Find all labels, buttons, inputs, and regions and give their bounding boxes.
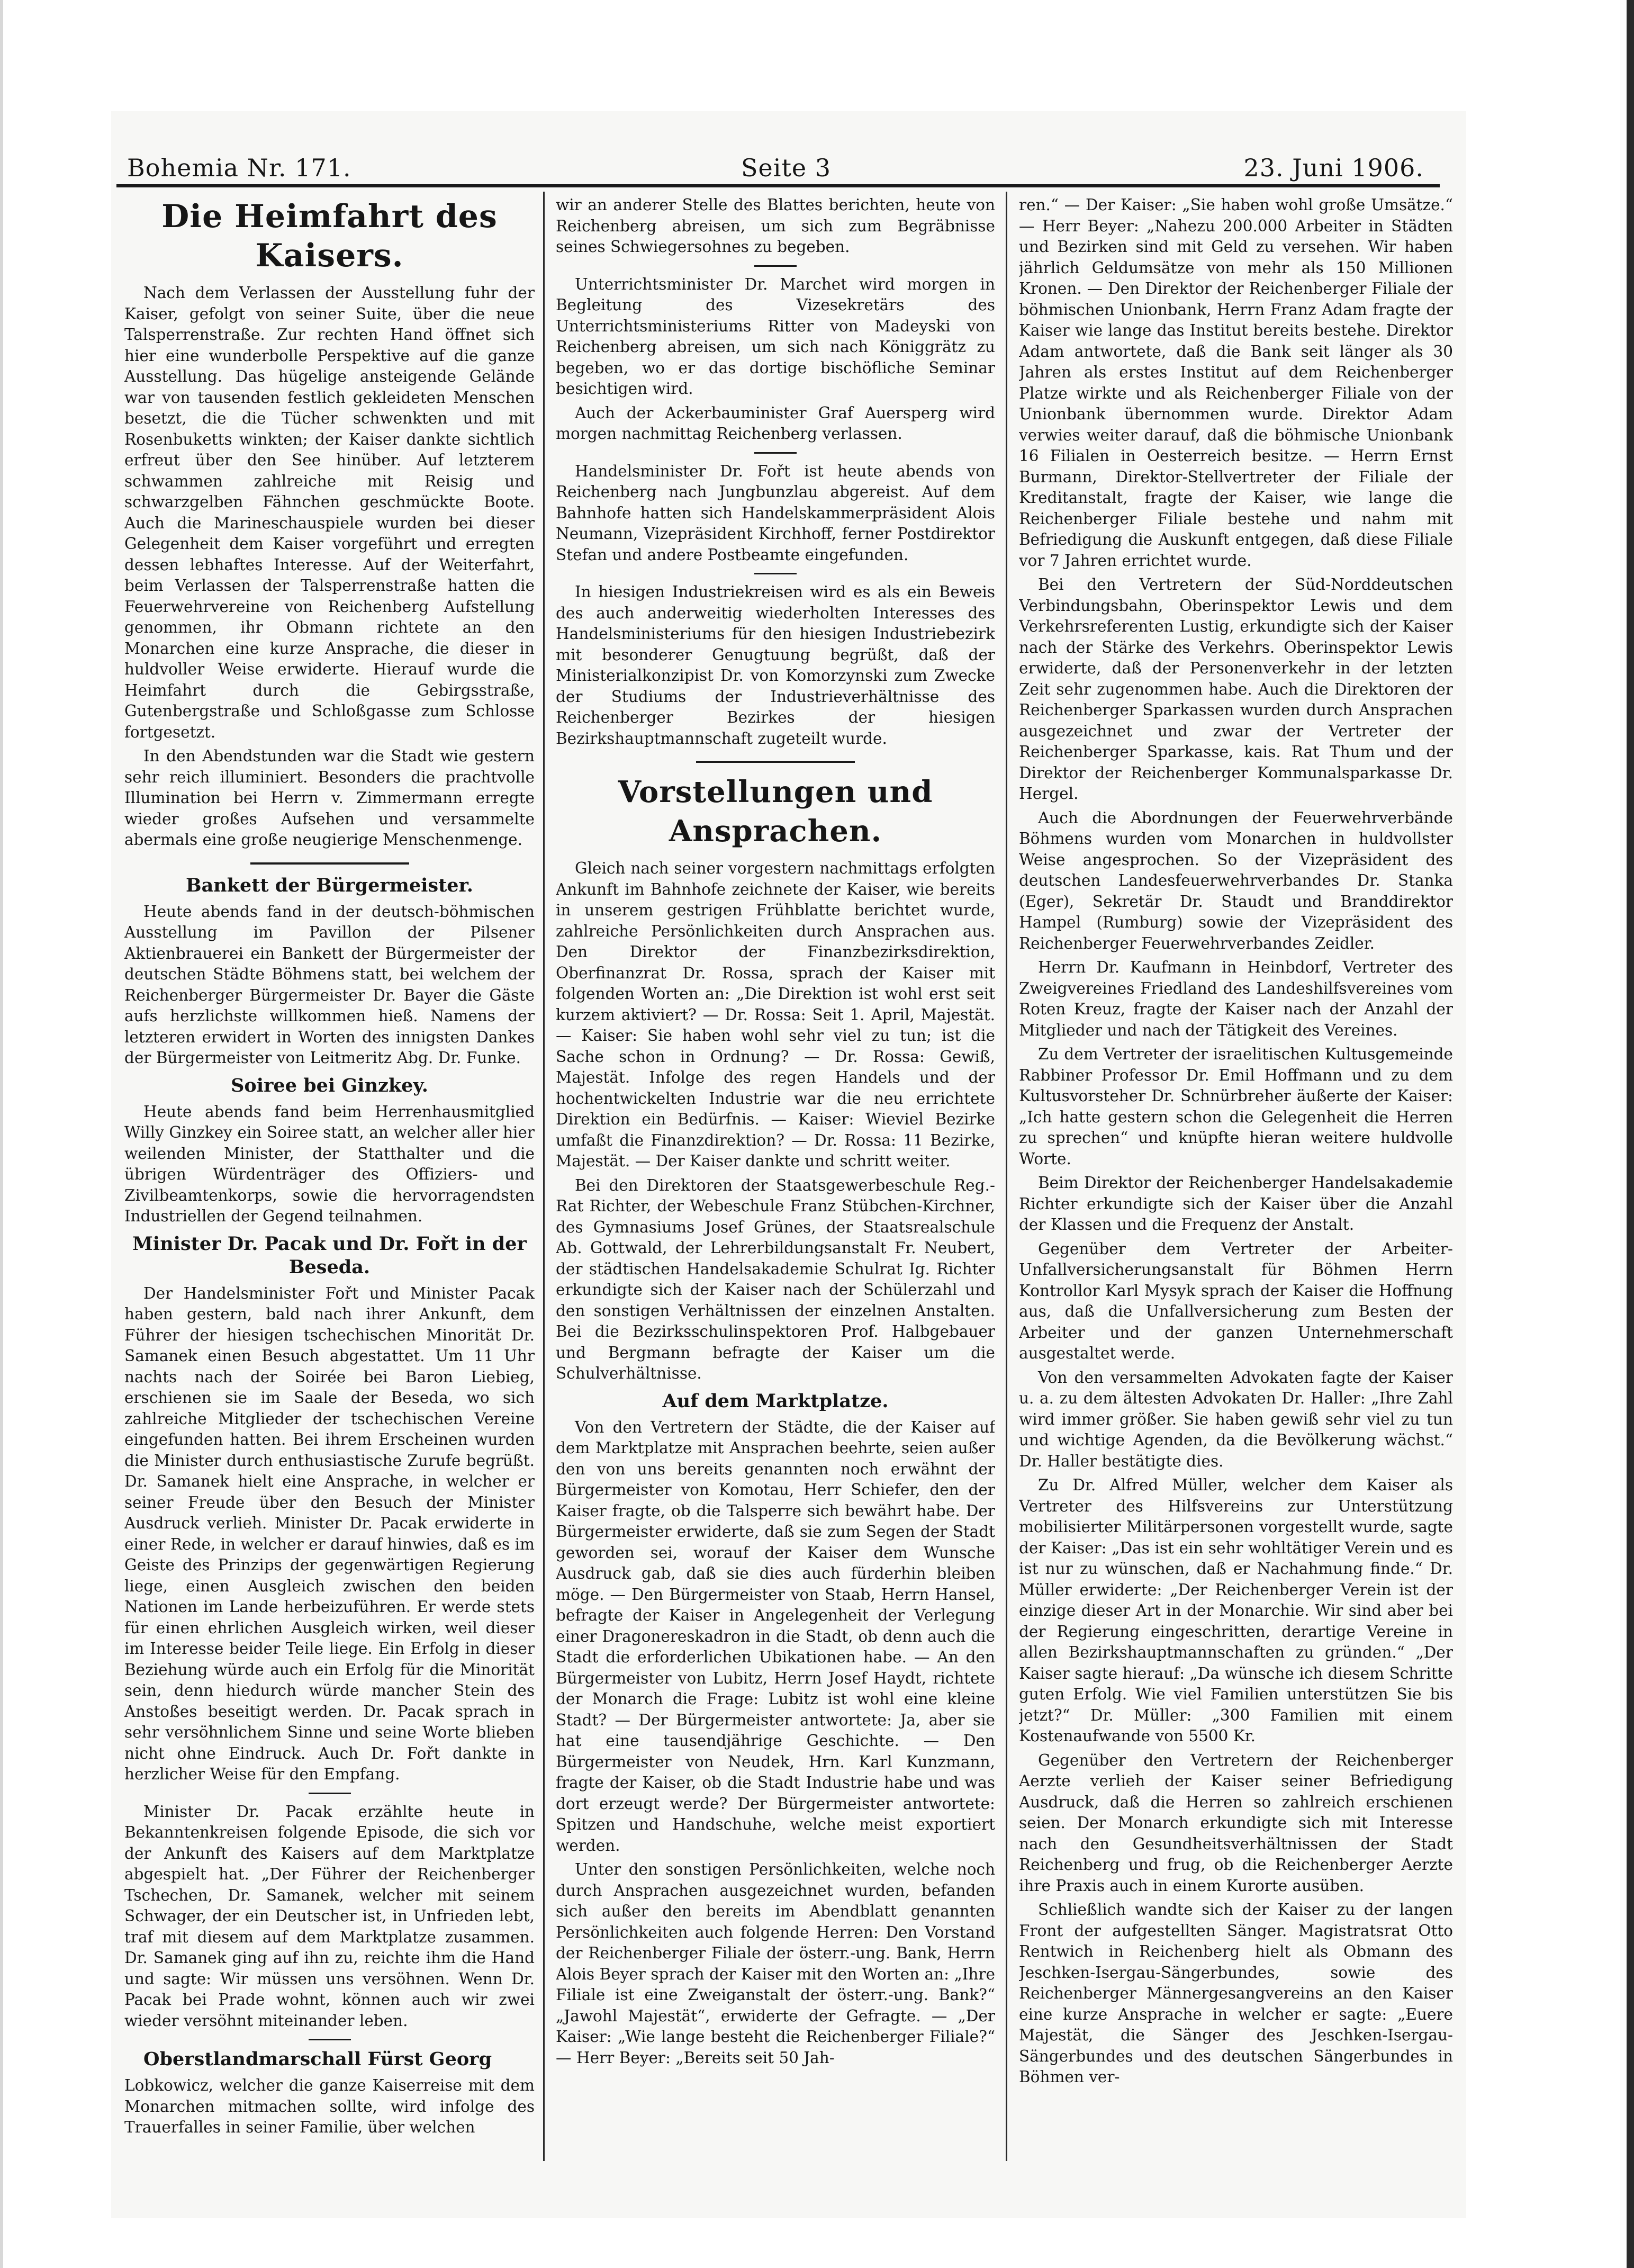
section-divider bbox=[754, 573, 797, 574]
paragraph: Heute abends fand beim Herrenhausmitglied Willy Ginzkey ein Soiree statt, an welcher aller hier weilenden Minister, der Statthalter und die übrigen Würdenträger des Offiziers- und Zivilbeamtenkorps, sowie die hervorragendsten Industriellen der Gegend teilnahmen. bbox=[124, 1102, 535, 1225]
paragraph: Zu Dr. Alfred Müller, welcher dem Kaiser als Vertreter des Hilfsvereins zur Unterstützung mobilisierter Militärpersonen vorgestellt wurde, sagte der Kaiser: „Das ist ein sehr wohltätiger Verein und es ist nur zu wünschen, daß er Nachahmung finde.“ Dr. Müller erwiderte: „Der Reichenberger Verein ist der einzige dieser Art in der Monarchie. Wir sind aber bei der Regierung eingeschritten, derartige Vereine in allen Bezirkshauptmannschaften zu gründen.“ „Der Kaiser sagte hierauf: „Da wünsche ich diesem Schritte guten Erfolg. Wie viel Familien unterstützen Sie bis jetzt?“ Dr. Müller: „300 Familien mit einem Kostenaufwande von 5500 Kr. bbox=[1019, 1476, 1453, 1745]
headline-heimfahrt: Die Heimfahrt des Kaisers. bbox=[161, 198, 498, 274]
paragraph: Heute abends fand in der deutsch-böhmischen Ausstellung im Pavillon der Pilsener Aktienbrauerei ein Bankett der Bürgermeister der deutschen Städte Böhmens statt, bei welchem der Reichenberger Bürgermeister Dr. Bayer die Gäste aufs herzlichste willkommen hieß. Namens der letzteren erwidert in Worten des innigsten Dankes der Bürgermeister von Leitmeritz Abg. Dr. Funke. bbox=[124, 902, 535, 1067]
heading-marktplatz: Auf dem Marktplatze. bbox=[662, 1390, 889, 1412]
paragraph: Nach dem Verlassen der Ausstellung fuhr der Kaiser, gefolgt von seiner Suite, über die neue Talsperrenstraße. Zur rechten Hand öffnet sich hier eine wunderbolle Perspektive auf die ganze Ausstellung. Das hügelige ansteigende Gelände war von tausenden festlich gekleideten Menschen besetzt, die die Tücher schwenkten und mit Rosenbuketts winkten; der Kaiser dankte sichtlich erfreut über den See hinüber. Auf letzterem schwammen zahlreiche mit Reisig und schwarzgelben Fähnchen geschmückte Boote. Auch die Marineschauspiele wurden bei dieser Gelegenheit dem Kaiser vorgeführt und erregten dessen lebhaftes Interesse. Auf der Weiterfahrt, beim Verlassen der Talsperrenstraße hatten die Feuerwehrvereine von Reichenberg Aufstellung genommen, ihr Obmann richtete an den Monarchen eine kurze Ansprache, die dieser in huldvoller Weise erwiderte. Hierauf wurde die Heimfahrt durch die Gebirgsstraße, Gutenbergstraße und Schloßgasse zum Schlosse fortgesetzt. bbox=[124, 284, 535, 741]
paragraph: In hiesigen Industriekreisen wird es als ein Beweis des auch anderweitig wiederholten Interesses des Handelsministeriums für den hiesigen Industriebezirk mit besonderer Genugtuung begrüßt, daß der Ministerialkonzipist Dr. von Komorzynski zum Zwecke der Studiums der Industrieverhältnisse des Reichenberger Bezirkes der hiesigen Bezirkshauptmannschaft zugeteilt wurde. bbox=[556, 583, 995, 748]
section-divider bbox=[696, 761, 855, 763]
paragraph: Von den Vertretern der Städte, die der Kaiser auf dem Marktplatze mit Ansprachen beehrte, seien außer den von uns bereits genannten noch erwähnt der Bürgermeister von Komotau, Herr Schiefer, den der Kaiser fragte, ob die Talsperre sich bewährt habe. Der Bürgermeister erwiderte, daß sie zum Segen der Stadt geworden sei, worauf der Kaiser dem Wunsche Ausdruck gab, daß sie dies auch fürderhin bleiben möge. — Den Bürgermeister von Staab, Herrn Hansel, befragte der Kaiser in Angelegenheit der Verlegung einer Dragonereskadron in die Stadt, ob denn auch die Stadt die erforderlichen Ubikationen habe. — An den Bürgermeister von Lubitz, Herrn Josef Haydt, richtete der Monarch die Frage: Lubitz ist wohl eine kleine Stadt? — Der Bürgermeister antwortete: Ja, aber sie hat eine tausendjährige Geschichte. — Den Bürgermeister von Neudek, Hrn. Karl Kunzmann, fragte der Kaiser, ob die Stadt Industrie habe und was dort erzeugt werde? Der Bürgermeister antwortete: Spitzen und Handschuhe, welche meist exportiert werden. bbox=[556, 1418, 995, 1855]
paragraph: Gegenüber dem Vertreter der Arbeiter-Unfallversicherungsanstalt für Böhmen Herrn Kontrollor Karl Mysyk sprach der Kaiser die Hoffnung aus, daß die Unfallversicherung zum Besten der Arbeiter und der ganzen Unternehmerschaft ausgestaltet werde. bbox=[1019, 1239, 1453, 1362]
heading-minister-beseda: Minister Dr. Pacak und Dr. Fořt in der Beseda. bbox=[132, 1232, 527, 1278]
column-rule-2 bbox=[1006, 192, 1007, 2161]
paragraph: Von den versammelten Advokaten fagte der Kaiser u. a. zu dem ältesten Advokaten Dr. Haller: „Ihre Zahl wird immer größer. Sie haben gewiß sehr viel zu tun und wichtige Agenden, da die Bevölkerung wächst.“ Dr. Haller bestätigte dies. bbox=[1019, 1368, 1453, 1470]
paragraph: Auch die Abordnungen der Feuerwehrverbände Böhmens wurden vom Monarchen in huldvollster Weise angesprochen. So der Vizepräsident des deutschen Landesfeuerwehrverbandes Dr. Stanka (Eger), Sekretär Dr. Staudt und Branddirektor Hampel (Rumburg) sowie der Vizepräsident des Reichenberger Feuerwehrverbandes Zeidler. bbox=[1019, 808, 1453, 952]
paragraph: Lobkowicz, welcher die ganze Kaiserreise mit dem Monarchen mitmachen sollte, wird infolge des Trauerfalles in seiner Familie, über welchen bbox=[124, 2076, 535, 2136]
paragraph: In den Abendstunden war die Stadt wie gestern sehr reich illuminiert. Besonders die prachtvolle Illumination bei Herrn v. Zimmermann erregte wieder großes Aufsehen und versammelte abermals eine große neugierige Menschenmenge. bbox=[124, 747, 535, 849]
paragraph: Unterrichtsminister Dr. Marchet wird morgen in Begleitung des Vizesekretärs des Unterrichtsministeriums Ritter von Madeyski von Reichenberg abreisen, um sich nach Königgrätz zu begeben, wo er das dortige bischöfliche Seminar besichtigen wird. bbox=[556, 275, 995, 398]
column-rule-1 bbox=[543, 192, 545, 2161]
paragraph: Bei den Vertretern der Süd-Norddeutschen Verbindungsbahn, Oberinspektor Lewis und dem Verkehrsreferenten Lustig, erkundigte sich der Kaiser nach der Stärke des Verkehrs. Oberinspektor Lewis erwiderte, daß der Personenverkehr in der letzten Zeit sehr zugenommen habe. Auch die Direktoren der Reichenberger Sparkassen wurden durch Ansprachen ausgezeichnet und zwar der Vertreter der Reichenberger Sparkasse, kais. Rat Thum und der Direktor der Reichenberger Kommunalsparkasse Dr. Hergel. bbox=[1019, 575, 1453, 803]
paragraph: Schließlich wandte sich der Kaiser zu der langen Front der aufgestellten Sänger. Magistratsrat Otto Rentwich in Reichenberg hielt als Obmann des Jeschken-Isergau-Sängerbundes, sowie des Reichenberger Männergesangvereins an den Kaiser eine kurze Ansprache in welcher er sagte: „Euere Majestät, die Sänger des Jeschken-Isergau-Sängerbundes und des deutschen Sängerbundes in Böhmen ver- bbox=[1019, 1901, 1453, 2086]
scan-edge-right bbox=[1627, 0, 1634, 2268]
column-3 bbox=[1019, 195, 1453, 2143]
headline-vorstellungen: Vorstellungen und Ansprachen. bbox=[618, 775, 933, 849]
paragraph: Minister Dr. Pacak erzählte heute in Bekanntenkreisen folgende Episode, die sich vor der Ankunft des Kaisers auf dem Marktplatze abgespielt hat. „Der Führer der Reichenberger Tschechen, Dr. Samanek, welcher mit seinem Schwager, der ein Deutscher ist, in Unfrieden lebt, traf mit diesem auf dem Marktplatze zusammen. Dr. Samanek ging auf ihn zu, reichte ihm die Hand und sagte: Wir müssen uns versöhnen. Wenn Dr. Pacak bei Prade wohnt, können auch wir zwei wieder versöhnt miteinander leben. bbox=[124, 1802, 535, 2030]
paragraph: Bei den Direktoren der Staatsgewerbeschule Reg.-Rat Richter, der Webeschule Franz Stübchen-Kirchner, des Gymnasiums Josef Grünes, der Staatsrealschule Ab. Gottwald, der Lehrerbildungsanstalt Fr. Neubert, der städtischen Handelsakademie Schulrat Ig. Richter erkundigte sich der Kaiser nach der Schülerzahl und den sonstigen Verhältnissen der einzelnen Anstalten. Bei die Bezirksschulinspektoren Prof. Halbgebauer und Bergmann befragte der Kaiser um die Schulverhältnisse. bbox=[556, 1176, 995, 1382]
heading-soiree: Soiree bei Ginzkey. bbox=[231, 1074, 428, 1096]
heading-bankett: Bankett der Bürgermeister. bbox=[186, 874, 473, 896]
section-divider bbox=[309, 1793, 351, 1794]
column-2 bbox=[556, 195, 995, 2143]
paragraph: Der Handelsminister Fořt und Minister Pacak haben gestern, bald nach ihrer Ankunft, dem Führer der hiesigen tschechischen Minorität Dr. Samanek einen Besuch abgestattet. Um 11 Uhr nachts nach der Soirée bei Baron Liebieg, erschienen sie im Saale der Beseda, wo sich zahlreiche Mitglieder der tschechischen Vereine eingefunden hatten. Bei ihrem Erscheinen wurden die Minister durch enthusiastische Zurufe begrüßt. Dr. Samanek hielt eine Ansprache, in welcher er seiner Freude über den Besuch der Minister Ausdruck verlieh. Minister Dr. Pacak erwiderte in einer Rede, in welcher er darauf hinwies, daß es im Geiste des Prinzips der gegenwärtigen Regierung liege, einen Ausgleich zwischen den beiden Nationen im Lande herbeizuführen. Er werde stets für einen ehrlichen Ausgleich wirken, weil dieser im Interesse beider Teile liege. Ein Erfolg in dieser Beziehung würde auch ein Erfolg für die Minorität sein, denn hiedurch würde mancher Stein des Anstoßes beseitigt werden. Dr. Pacak sprach in sehr versöhnlichem Sinne und seine Worte blieben nicht ohne Eindruck. Auch Dr. Fořt dankte in herzlicher Weise für den Empfang. bbox=[124, 1284, 535, 1783]
heading-oberstlandmarschall: Oberstlandmarschall Fürst Georg bbox=[143, 2048, 492, 2070]
section-divider bbox=[250, 862, 409, 865]
paragraph: Auch der Ackerbauminister Graf Auersperg wird morgen nachmittag Reichenberg verlassen. bbox=[556, 403, 995, 443]
section-divider bbox=[754, 265, 797, 267]
paragraph: Handelsminister Dr. Fořt ist heute abends von Reichenberg nach Jungbunzlau abgereist. Auf dem Bahnhofe hatten sich Handelskammerpräsident Alois Neumann, Vizepräsident Kirchhoff, ferner Postdirektor Stefan und andere Postbeamte eingefunden. bbox=[556, 462, 995, 564]
section-divider bbox=[754, 452, 797, 454]
header-page-number: Seite 3 bbox=[741, 154, 832, 182]
header-rule bbox=[116, 184, 1440, 187]
column-1 bbox=[124, 195, 535, 2143]
paragraph: Zu dem Vertreter der israelitischen Kultusgemeinde Rabbiner Professor Dr. Emil Hoffmann und zu dem Kultusvorsteher Dr. Schnürbreher äußerte der Kaiser: „Ich hatte gestern schon die Gelegenheit die Herren zu sprechen“ und knüpfte hieran weitere huldvolle Worte. bbox=[1019, 1045, 1453, 1168]
paragraph: Beim Direktor der Reichenberger Handelsakademie Richter erkundigte sich der Kaiser über die Anzahl der Klassen und die Frequenz der Anstalt. bbox=[1019, 1174, 1453, 1234]
paragraph: Gegenüber den Vertretern der Reichenberger Aerzte verlieh der Kaiser seiner Befriedigung Ausdruck, daß die Herren so zahlreich erschienen seien. Der Monarch erkundigte sich mit Interesse nach den Gesundheitsverhältnissen der Stadt Reichenberg und frug, ob die Reichenberger Aerzte ihre Praxis auch in einem Kurorte ausüben. bbox=[1019, 1751, 1453, 1895]
paragraph: Unter den sonstigen Persönlichkeiten, welche noch durch Ansprachen ausgezeichnet wurden, befanden sich außer den bereits im Abendblatt genannten Persönlichkeiten auch folgende Herren: Den Vorstand der Reichenberger Filiale der österr.-ung. Bank, Herrn Alois Beyer sprach der Kaiser mit den Worten an: „Ihre Filiale ist eine Zweiganstalt der österr.-ung. Bank?“ „Jawohl Majestät“, erwiderte der Gefragte. — „Der Kaiser: „Wie lange besteht die Reichenberger Filiale?“ — Herr Beyer: „Bereits seit 50 Jah- bbox=[556, 1860, 995, 2067]
paragraph: wir an anderer Stelle des Blattes berichten, heute von Reichenberg abreisen, um sich zum Begräbnisse seines Schwiegersohnes zu begeben. bbox=[556, 196, 995, 256]
header-date: 23. Juni 1906. bbox=[1243, 154, 1424, 182]
section-divider bbox=[309, 2039, 351, 2040]
page-header bbox=[127, 143, 1429, 191]
paragraph: Herrn Dr. Kaufmann in Heinbdorf, Vertreter des Zweigvereines Friedland des Landeshilfsvereines vom Roten Kreuz, fragte der Kaiser nach der Anzahl der Mitglieder und nach der Tätigkeit des Vereines. bbox=[1019, 958, 1453, 1039]
header-issue: Bohemia Nr. 171. bbox=[127, 154, 351, 182]
paragraph: ren.“ — Der Kaiser: „Sie haben wohl große Umsätze.“ — Herr Beyer: „Nahezu 200.000 Arbeiter in Städten und Bezirken sind mit Geld zu versehen. Wir haben jährlich Geldumsätze von mehr als 150 Millionen Kronen. — Den Direktor der Reichenberger Filiale der böhmischen Unionbank, Herrn Franz Adam fragte der Kaiser wie lange das Institut bereits bestehe. Direktor Adam antwortete, daß die Bank seit länger als 30 Jahren als erstes Institut auf dem Reichenberger Platze wirkte und als Reichenberger Filiale von der Unionbank übernommen wurde. Direktor Adam verwies weiter darauf, daß die böhmische Unionbank 16 Filialen in Oesterreich besitze. — Herrn Ernst Burmann, Direktor-Stellvertreter der Filiale der Kreditanstalt, fragte der Kaiser, wie lange die Reichenberger Filiale bestehe und nahm mit Befriedigung die Auskunft entgegen, daß diese Filiale vor 7 Jahren errichtet wurde. bbox=[1019, 196, 1453, 570]
paragraph: Gleich nach seiner vorgestern nachmittags erfolgten Ankunft im Bahnhofe zeichnete der Kaiser, wie bereits in unserem gestrigen Frühblatte berichtet wurde, zahlreiche Persönlichkeiten durch Ansprachen aus. Den Direktor der Finanzbezirksdirektion, Oberfinanzrat Dr. Rossa, sprach der Kaiser mit folgenden Worten an: „Die Direktion ist wohl erst seit kurzem aktiviert? — Dr. Rossa: Seit 1. April, Majestät. — Kaiser: Sie haben wohl sehr viel zu tun; ist die Sache schon in Ordnung? — Dr. Rossa: Gewiß, Majestät. Infolge des regen Handels und der hochentwickelten Industrie war die neu errichtete Direktion ein Bedürfnis. — Kaiser: Wieviel Bezirke umfaßt die Finanzdirektion? — Dr. Rossa: 11 Bezirke, Majestät. — Der Kaiser dankte und schritt weiter. bbox=[556, 859, 995, 1170]
scan-edge-left bbox=[0, 0, 3, 2268]
